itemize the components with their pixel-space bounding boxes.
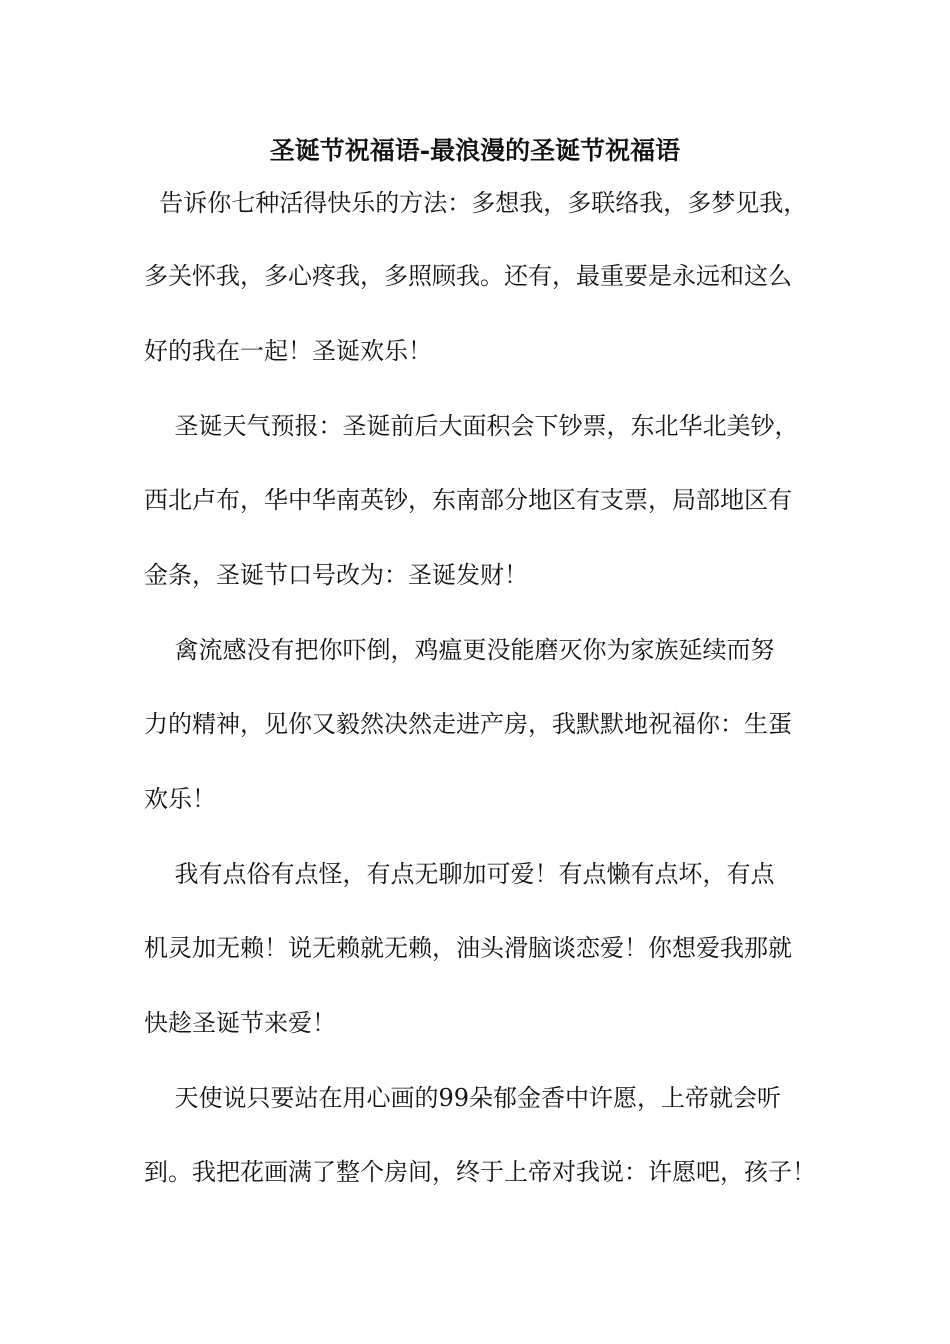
text-line: 机灵加无赖！说无赖就无赖，油头滑脑谈恋爱！你想爱我那就: [144, 934, 792, 962]
text-line: 我有点俗有点怪，有点无聊加可爱！有点懒有点坏，有点: [144, 860, 775, 888]
text-line: 天使说只要站在用心画的99朵郁金香中许愿，上帝就会听: [144, 1084, 782, 1112]
text-line: 好的我在一起！圣诞欢乐！: [144, 337, 432, 365]
text-line: 到。我把花画满了整个房间，终于上帝对我说：许愿吧，孩子！: [144, 1158, 816, 1186]
text-line: 圣诞天气预报：圣诞前后大面积会下钞票，东北华北美钞，: [144, 412, 799, 440]
text-line: 快趁圣诞节来爱！: [144, 1009, 336, 1037]
text-line: 多关怀我，多心疼我，多照顾我。还有，最重要是永远和这么: [144, 262, 792, 290]
text-line: 禽流感没有把你吓倒，鸡瘟更没能磨灭你为家族延续而努: [144, 636, 775, 664]
text-line: 告诉你七种活得快乐的方法：多想我，多联络我，多梦见我，: [144, 189, 808, 217]
text-line: 力的精神，见你又毅然决然走进产房，我默默地祝福你：生蛋: [144, 710, 792, 738]
document-title: 圣诞节祝福语-最浪漫的圣诞节祝福语: [269, 136, 681, 165]
text-line: 西北卢布，华中华南英钞，东南部分地区有支票，局部地区有: [144, 486, 792, 514]
text-line: 金条，圣诞节口号改为：圣诞发财！: [144, 561, 528, 589]
text-line: 欢乐！: [144, 785, 216, 813]
